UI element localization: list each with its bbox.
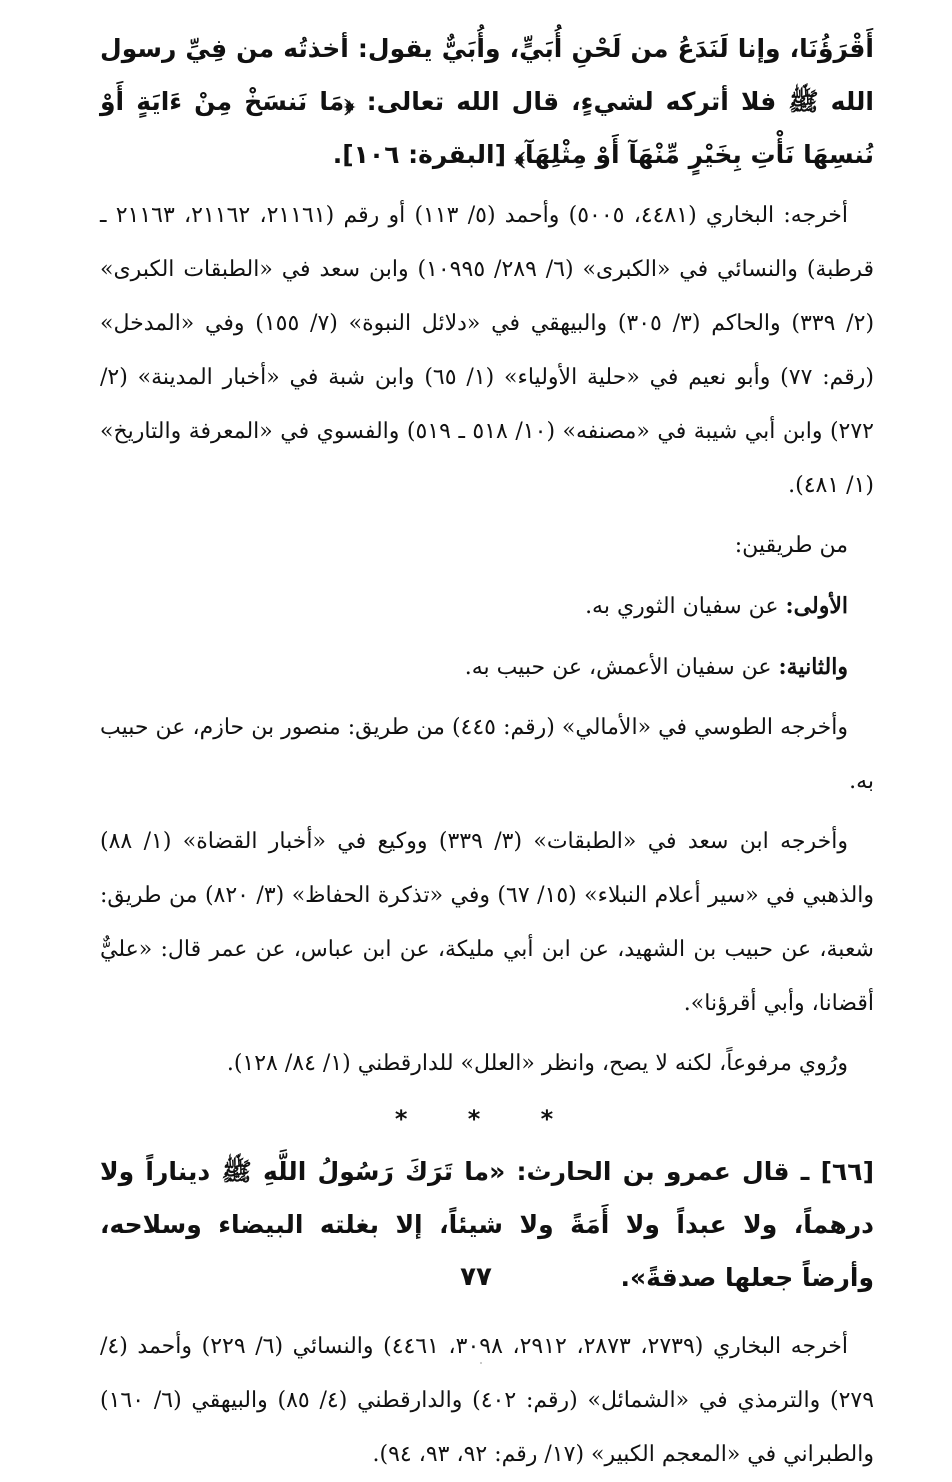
- hadith-66: [٦٦] ـ قال عمرو بن الحارث: «ما تَرَكَ رَسُولُ اللَّهِ ﷺ ديناراً ولا درهماً، ولا عبداً ولا أَمَةً ولا شيئاً، إلا بغلته البيضاء وسلاحه، وأرضاً جعلها صدقةً».: [100, 1157, 874, 1292]
- section-separator: * * *: [394, 1105, 580, 1133]
- page-number: ٧٧: [460, 1262, 492, 1292]
- tusi-paragraph: وأخرجه الطوسي في «الأمالي» (رقم: ٤٤٥) من طريق: منصور بن حازم، عن حبيب به.: [100, 715, 874, 794]
- takhrij-paragraph: أخرجه: البخاري (٤٤٨١، ٥٠٠٥) وأحمد (٥/ ١١٣) أو رقم (٢١١٦١، ٢١١٦٢، ٢١١٦٣ ـ قرطبة) والنسائي في «الكبرى» (٦/ ٢٨٩/ ١٠٩٩٥) وابن سعد في «الطبقات الكبرى» (٢/ ٣٣٩) والحاكم (٣/ ٣٠٥) والبيهقي في «دلائل النبوة» (٧/ ١٥٥) وفي «المدخل» (رقم: ٧٧) وأبو نعيم في «حلية الأولياء» (١/ ٦٥) وابن شبة في «أخبار المدينة» (٢/ ٢٧٢) وابن أبي شيبة في «مصنفه» (١٠/ ٥١٨ ـ ٥١٩) والفسوي في «المعرفة والتاريخ» (١/ ٤٨١).: [100, 203, 875, 498]
- ibn-saad-paragraph: وأخرجه ابن سعد في «الطبقات» (٣/ ٣٣٩) ووكيع في «أخبار القضاة» (١/ ٨٨) والذهبي في «سير أعلام النبلاء» (١٥/ ٦٧) وفي «تذكرة الحفاظ» (٣/ ٨٢٠) من طريق: شعبة، عن حبيب بن الشهيد، عن ابن أبي مليكة، عن ابن عباس، عن عمر قال: «عليٌّ أقضانا، وأبي أقرؤنا».: [100, 829, 875, 1016]
- route-first-label: الأولى:: [785, 593, 848, 619]
- route-second-label: والثانية:: [778, 654, 848, 680]
- route-second-text: عن سفيان الأعمش، عن حبيب به.: [464, 655, 779, 680]
- route-first-text: عن سفيان الثوري به.: [585, 594, 786, 619]
- marfu-note: ورُوي مرفوعاً، لكنه لا يصح، وانظر «العلل» للدارقطني (١/ ٨٤/ ١٢٨).: [226, 1051, 848, 1076]
- scan-speck: [480, 1362, 482, 1364]
- hadith-66-takhrij: أخرجه البخاري (٢٧٣٩، ٢٨٧٣، ٢٩١٢، ٣٠٩٨، ٤٤٦١) والنسائي (٦/ ٢٢٩) وأحمد (٤/ ٢٧٩) والترمذي في «الشمائل» (رقم: ٤٠٢) والدارقطني (٤/ ٨٥) والبيهقي (٦/ ١٦٠) والطبراني في «المعجم الكبير» (١٧/ رقم: ٩٢، ٩٣، ٩٤).: [100, 1334, 875, 1467]
- route-second: [100, 640, 874, 695]
- hadith-continuation: أَقْرَؤُنَا، وإنا لَنَدَعُ من لَحْنِ أُبَيٍّ، وأُبَيٌّ يقول: أخذتُه من فِيِّ رسول الله ﷺ فلا أتركه لشيءٍ، قال الله تعالى: ﴿مَا نَنسَخْ مِنْ ءَايَةٍ أَوْ نُنسِهَا نَأْتِ بِخَيْرٍ مِّنْهَآ أَوْ مِثْلِهَآ﴾ [البقرة: ١٠٦].: [100, 34, 874, 169]
- route-first: [100, 579, 874, 634]
- two-routes-heading: من طريقين:: [734, 533, 848, 558]
